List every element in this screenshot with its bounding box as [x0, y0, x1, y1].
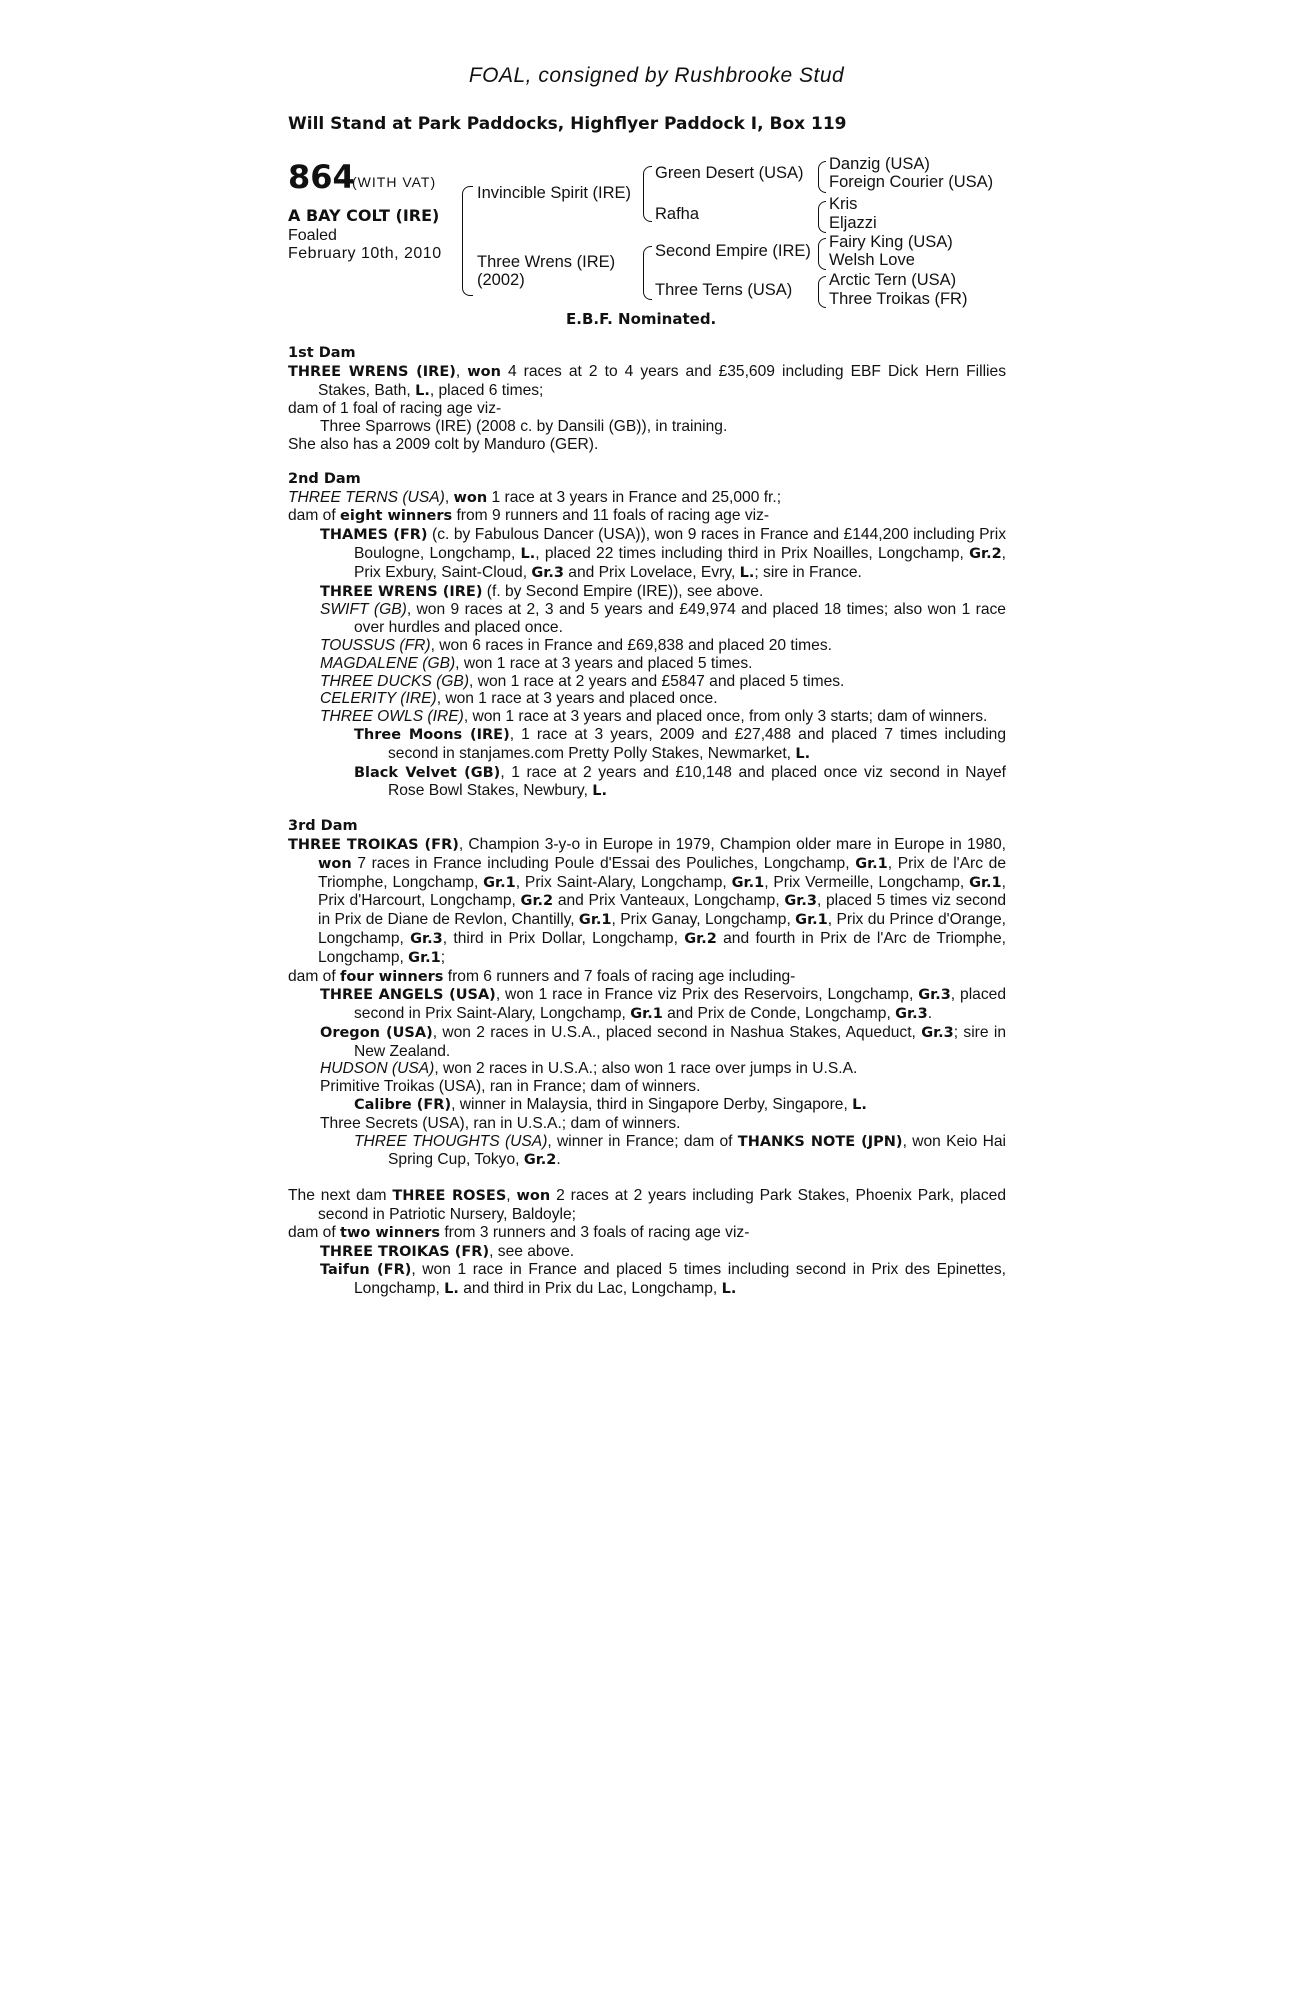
horse-name: THREE TROIKAS (FR) [288, 836, 459, 853]
pedigree-dds: Arctic Tern (USA) [829, 271, 957, 289]
second-dam-dam-of: dam of eight winners from 9 runners and 11 foals of racing age viz- [288, 507, 770, 525]
catalogue-header: FOAL, consigned by Rushbrooke Stud [468, 64, 845, 87]
pedigree-brace-sire [643, 166, 652, 222]
horse-name: THREE OWLS (IRE) [320, 708, 464, 726]
horse-name: THREE ANGELS (USA) [320, 987, 496, 1004]
horse-name: HUDSON (USA) [320, 1060, 435, 1078]
progeny-calibre: Calibre (FR), winner in Malaysia, third in Singapore Derby, Singapore, L. [354, 1096, 867, 1114]
horse-name: Black Velvet (GB) [354, 764, 501, 781]
second-dam-entry: THREE TERNS (USA), won 1 race at 3 years in France and 25,000 fr.; [288, 488, 782, 506]
pedigree-sdd: Eljazzi [829, 214, 877, 232]
horse-name: THANKS NOTE (JPN) [737, 1133, 903, 1150]
horse-name: THREE DUCKS (GB) [320, 672, 470, 690]
horse-name: THREE THOUGHTS (USA) [354, 1132, 548, 1150]
horse-name: CELERITY (IRE) [320, 690, 437, 708]
first-dam-dam-of: dam of 1 foal of racing age viz- [288, 400, 502, 418]
pedigree-sire: Invincible Spirit (IRE) [477, 184, 632, 202]
lot-title: A BAY COLT (IRE) [288, 206, 440, 225]
listed-badge: L. [415, 382, 430, 399]
first-dam-entry: THREE WRENS (IRE), won 4 races at 2 to 4 years and £35,609 including EBF Dick Hern Fillies Stakes, Bath, L., placed 6 times; [288, 362, 1006, 399]
progeny-black-velvet: Black Velvet (GB), 1 race at 2 years and £10,148 and placed once viz second in Nayef Rose Bowl Stakes, Newbury, L. [354, 763, 1006, 800]
pedigree-dam-sire: Second Empire (IRE) [655, 242, 811, 260]
next-dam-entry: The next dam THREE ROSES, won 2 races at 2 years including Park Stakes, Phoenix Park, placed second in Patriotic Nursery, Baldoyle; [288, 1187, 1006, 1224]
pedigree-brace-dd [818, 276, 826, 308]
winners-count: eight winners [340, 508, 453, 525]
progeny-thames: THAMES (FR) (c. by Fabulous Dancer (USA)), won 9 races in France and £144,200 including Prix Boulogne, Longchamp, L., placed 22 times including third in Prix Noailles, Longchamp, Gr.2, Prix Exbury, Saint-Cloud, Gr.3 and Prix Lovelace, Evry, L.; sire in France. [320, 526, 1007, 581]
horse-name: THREE TERNS (USA) [288, 488, 445, 506]
next-dam-dam-of: dam of two winners from 3 runners and 3 foals of racing age viz- [288, 1223, 750, 1241]
horse-name: THREE ROSES [392, 1188, 507, 1205]
pedigree-brace-dam [643, 246, 652, 300]
horse-name: Taifun (FR) [320, 1262, 412, 1279]
progeny-three-ducks: THREE DUCKS (GB), won 1 race at 2 years and £5847 and placed 5 times. [320, 672, 845, 690]
winners-count: four winners [340, 968, 444, 985]
horse-name: Oregon (USA) [320, 1024, 433, 1041]
race-record: 4 races at 2 to 4 years and £35,609 including EBF Dick Hern Fillies Stakes, Bath, [318, 362, 1006, 399]
pedigree-sire-dam: Rafha [655, 205, 700, 223]
race-record: , placed 6 times; [429, 381, 544, 399]
progeny-swift: SWIFT (GB), won 9 races at 2, 3 and 5 years and £49,974 and placed 18 times; also won 1 race over hurdles and placed once. [320, 601, 1006, 637]
horse-name: MAGDALENE (GB) [320, 654, 456, 672]
stand-location: Will Stand at Park Paddocks, Highflyer Paddock I, Box 119 [288, 114, 847, 134]
horse-name: THREE WRENS (IRE) [320, 583, 483, 600]
first-dam-progeny: Three Sparrows (IRE) (2008 c. by Dansili (GB)), in training. [320, 418, 728, 436]
first-dam-also: She also has a 2009 colt by Manduro (GER). [288, 435, 599, 453]
progeny-three-secrets: Three Secrets (USA), ran in U.S.A.; dam of winners. [320, 1114, 681, 1132]
pedigree-sss: Danzig (USA) [829, 155, 930, 173]
lot-number: 864 [288, 158, 355, 196]
third-dam-heading: 3rd Dam [288, 818, 358, 835]
progeny-taifun: Taifun (FR), won 1 race in France and placed 5 times including second in Prix des Epinettes, Longchamp, L. and third in Prix du Lac, Longchamp, L. [320, 1261, 1006, 1298]
horse-name: THREE WRENS (IRE) [288, 363, 456, 380]
horse-name: Three Moons (IRE) [354, 726, 510, 743]
progeny-magdalene: MAGDALENE (GB), won 1 race at 3 years and placed 5 times. [320, 654, 753, 672]
progeny-primitive-troikas: Primitive Troikas (USA), ran in France; dam of winners. [320, 1078, 701, 1096]
horse-name: THREE TROIKAS (FR) [320, 1243, 490, 1260]
pedigree-dsd: Welsh Love [829, 251, 915, 269]
pedigree-sire-sire: Green Desert (USA) [655, 164, 804, 182]
progeny-three-wrens: THREE WRENS (IRE) (f. by Second Empire (IRE)), see above. [320, 582, 764, 600]
foaled-date: February 10th, 2010 [288, 245, 442, 262]
progeny-three-troikas: THREE TROIKAS (FR), see above. [320, 1242, 575, 1260]
horse-name: THAMES (FR) [320, 527, 428, 544]
third-dam-entry: THREE TROIKAS (FR), Champion 3-y-o in Europe in 1979, Champion older mare in Europe in 1980, won 7 races in France including Poule d'Essai des Pouliches, Longchamp, Gr.1, Prix de l'Arc de Triomphe, Longchamp, Gr.1, Prix Saint-Alary, Longchamp, Gr.1, Prix Vermeille, Longchamp, Gr.1, Prix d'Harcourt, Longchamp, Gr.2 and Prix Vanteaux, Longchamp, Gr.3, placed 5 times viz second in Prix de Diane de Revlon, Chantilly, Gr.1, Prix Ganay, Longchamp, Gr.1, Prix du Prince d'Orange, Longchamp, Gr.3, third in Prix Dollar, Longchamp, Gr.2 and fourth in Prix de l'Arc de Triomphe, Longchamp, Gr.1; [288, 835, 1007, 966]
progeny-hudson: HUDSON (USA), won 2 races in U.S.A.; also won 1 race over jumps in U.S.A. [320, 1060, 858, 1078]
progeny-three-thoughts: THREE THOUGHTS (USA), winner in France; dam of THANKS NOTE (JPN), won Keio Hai Spring Cup, Tokyo, Gr.2. [354, 1132, 1007, 1169]
catalogue-body [288, 345, 1006, 1299]
horse-name: Calibre (FR) [354, 1097, 452, 1114]
ebf-nominated: E.B.F. Nominated. [566, 310, 717, 328]
pedigree-ssd: Foreign Courier (USA) [829, 173, 994, 191]
progeny-toussus: TOUSSUS (FR), won 6 races in France and £69,838 and placed 20 times. [320, 636, 832, 654]
second-dam-heading: 2nd Dam [288, 470, 361, 487]
winners-count: two winners [340, 1224, 440, 1241]
vat-note: (WITH VAT) [352, 174, 437, 190]
progeny-celerity: CELERITY (IRE), won 1 race at 3 years and placed once. [320, 690, 718, 708]
progeny-three-angels: THREE ANGELS (USA), won 1 race in France viz Prix des Reservoirs, Longchamp, Gr.3, placed second in Prix Saint-Alary, Longchamp, Gr.1 and Prix de Conde, Longchamp, Gr.3. [320, 986, 1006, 1023]
won-label: won [467, 363, 501, 380]
pedigree-brace-main [462, 186, 473, 296]
pedigree-brace-sd [818, 201, 826, 233]
pedigree-dam-dam: Three Terns (USA) [655, 281, 793, 299]
pedigree-sds: Kris [829, 195, 858, 213]
first-dam-heading: 1st Dam [288, 345, 356, 361]
horse-name: TOUSSUS (FR) [320, 636, 431, 654]
won-label: won [453, 489, 488, 506]
pedigree-dss: Fairy King (USA) [829, 233, 953, 251]
pedigree-dam: Three Wrens (IRE) [477, 253, 616, 271]
pedigree-ddd: Three Troikas (FR) [829, 290, 968, 308]
pedigree-brace-ds [818, 238, 826, 270]
third-dam-dam-of: dam of four winners from 6 runners and 7 foals of racing age including- [288, 967, 796, 985]
progeny-three-owls: THREE OWLS (IRE), won 1 race at 3 years and placed once, from only 3 starts; dam of winners. [320, 708, 988, 726]
progeny-three-moons: Three Moons (IRE), 1 race at 3 years, 2009 and £27,488 and placed 7 times including second in stanjames.com Pretty Polly Stakes, Newmarket, L. [354, 725, 1007, 762]
pedigree-dam-year: (2002) [477, 271, 525, 289]
race-record: 1 race at 3 years in France and 25,000 fr.; [487, 488, 782, 506]
pedigree-brace-ss [818, 161, 826, 193]
progeny-oregon: Oregon (USA), won 2 races in U.S.A., placed second in Nashua Stakes, Aqueduct, Gr.3; sire in New Zealand. [320, 1023, 1006, 1060]
foaled-label: Foaled [288, 227, 337, 244]
horse-name: SWIFT (GB) [320, 601, 407, 619]
